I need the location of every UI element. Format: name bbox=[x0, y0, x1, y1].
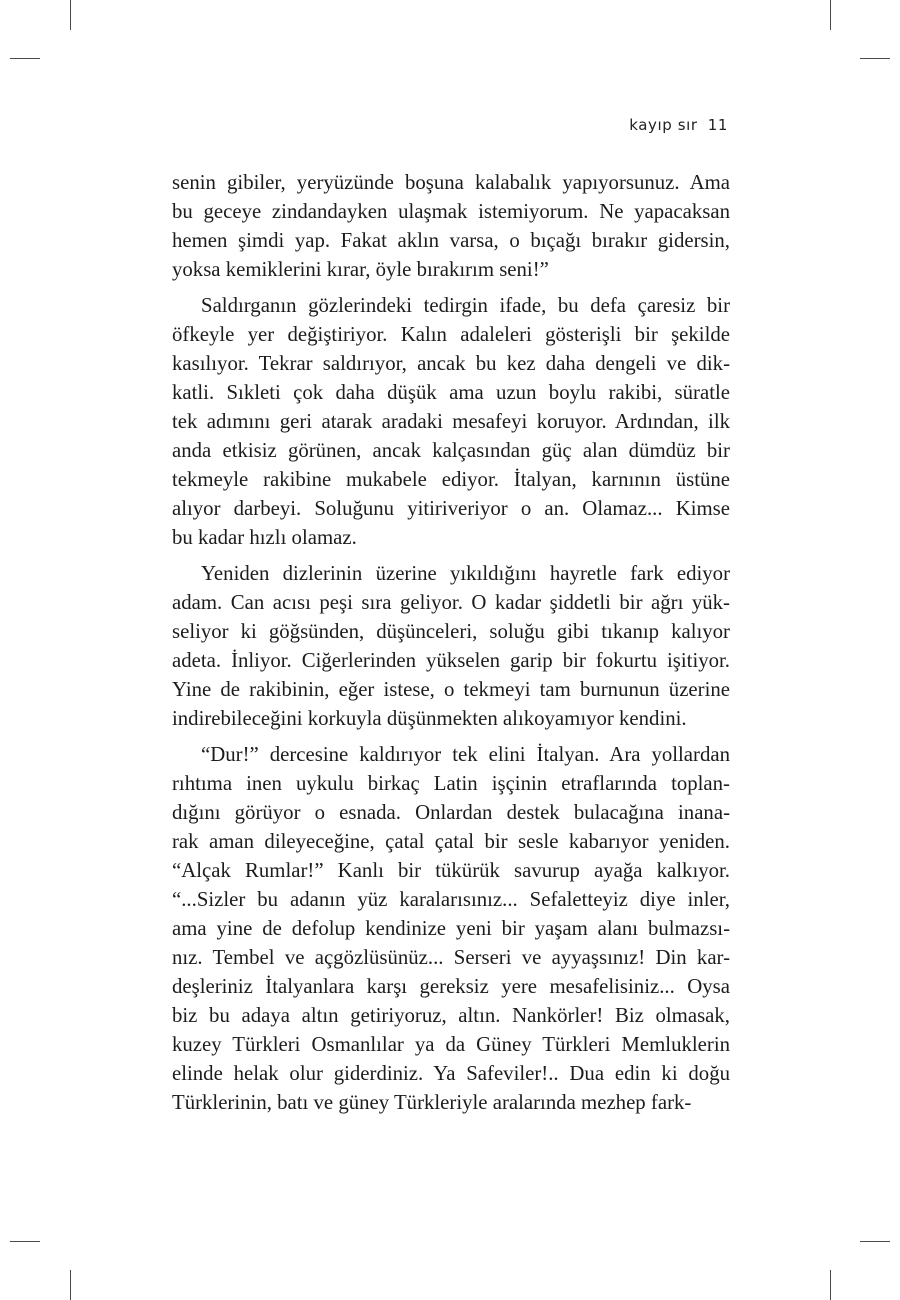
text-line: bu kadar hızlı olamaz. bbox=[172, 526, 357, 549]
text-line: alıyor darbeyi. Soluğunu yitiriveriyor o an. Olamaz... Kimse bbox=[172, 497, 730, 520]
text-line: yoksa kemiklerini kırar, öyle bırakırım seni!” bbox=[172, 258, 549, 281]
text-line: adam. Can acısı peşi sıra geliyor. O kadar şiddetli bir ağrı yük- bbox=[172, 591, 730, 614]
text-line: Yeniden dizlerinin üzerine yıkıldığını hayretle fark ediyor bbox=[201, 562, 730, 585]
crop-mark-right-top bbox=[860, 58, 890, 59]
crop-mark-top-right bbox=[830, 0, 831, 30]
text-line: elinde helak olur giderdiniz. Ya Safeviler!.. Dua edin ki doğu bbox=[172, 1062, 730, 1085]
crop-mark-left-top bbox=[10, 58, 40, 59]
crop-mark-bottom-right bbox=[830, 1270, 831, 1300]
text-line: “Dur!” dercesine kaldırıyor tek elini İtalyan. Ara yollardan bbox=[201, 743, 730, 766]
running-head bbox=[629, 116, 728, 134]
text-line: öfkeyle yer değiştiriyor. Kalın adaleleri gösterişli bir şekilde bbox=[172, 323, 730, 346]
crop-mark-top-left bbox=[70, 0, 71, 30]
crop-mark-left-bottom bbox=[10, 1241, 40, 1242]
text-line: anda etkisiz görünen, ancak kalçasından güç alan dümdüz bir bbox=[172, 439, 730, 462]
book-title: kayıp sır bbox=[629, 116, 698, 134]
text-line: katli. Sıkleti çok daha düşük ama uzun boylu rakibi, süratle bbox=[172, 381, 730, 404]
paragraph bbox=[172, 291, 730, 552]
paragraph-gap bbox=[172, 284, 730, 291]
text-line: Türklerinin, batı ve güney Türkleriyle aralarında mezhep fark- bbox=[172, 1091, 692, 1114]
text-line: seliyor ki göğsünden, düşünceleri, soluğu gibi tıkanıp kalıyor bbox=[172, 620, 730, 643]
crop-mark-bottom-left bbox=[70, 1270, 71, 1300]
text-line: tekmeyle rakibine mukabele ediyor. İtalyan, karnının üstüne bbox=[172, 468, 730, 491]
paragraph-gap bbox=[172, 733, 730, 740]
crop-mark-right-bottom bbox=[860, 1241, 890, 1242]
paragraph bbox=[172, 740, 730, 1117]
body-text bbox=[172, 168, 730, 1117]
text-line: deşleriniz İtalyanlara karşı gereksiz yere mesafelisiniz... Oysa bbox=[172, 975, 730, 998]
text-line: nız. Tembel ve açgözlüsünüz... Serseri ve ayyaşsınız! Din kar- bbox=[172, 946, 730, 969]
text-line: “Alçak Rumlar!” Kanlı bir tükürük savurup ayağa kalkıyor. bbox=[172, 859, 730, 882]
text-line: kuzey Türkleri Osmanlılar ya da Güney Türkleri Memluklerin bbox=[172, 1033, 730, 1056]
text-line: “...Sizler bu adanın yüz karalarısınız... Sefaletteyiz diye inler, bbox=[172, 888, 730, 911]
text-line: bu geceye zindandayken ulaşmak istemiyorum. Ne yapacaksan bbox=[172, 200, 730, 223]
text-line: indirebileceğini korkuyla düşünmekten alıkoyamıyor kendini. bbox=[172, 707, 687, 730]
text-line: dığını görüyor o esnada. Onlardan destek bulacağına inana- bbox=[172, 801, 730, 824]
text-line: kasılıyor. Tekrar saldırıyor, ancak bu kez daha dengeli ve dik- bbox=[172, 352, 730, 375]
text-line: ama yine de defolup kendinize yeni bir yaşam alanı bulmazsı- bbox=[172, 917, 730, 940]
page-number: 11 bbox=[707, 116, 728, 134]
text-line: rak aman dileyeceğine, çatal çatal bir sesle kabarıyor yeniden. bbox=[172, 830, 730, 853]
paragraph-gap bbox=[172, 552, 730, 559]
text-line: senin gibiler, yeryüzünde boşuna kalabalık yapıyorsunuz. Ama bbox=[172, 171, 730, 194]
text-line: rıhtıma inen uykulu birkaç Latin işçinin etraflarında toplan- bbox=[172, 772, 730, 795]
paragraph bbox=[172, 168, 730, 284]
text-line: Saldırganın gözlerindeki tedirgin ifade, bu defa çaresiz bir bbox=[201, 294, 730, 317]
text-line: biz bu adaya altın getiriyoruz, altın. Nankörler! Biz olmasak, bbox=[172, 1004, 730, 1027]
paragraph bbox=[172, 559, 730, 733]
text-line: Yine de rakibinin, eğer istese, o tekmeyi tam burnunun üzerine bbox=[172, 678, 730, 701]
text-line: hemen şimdi yap. Fakat aklın varsa, o bıçağı bırakır gidersin, bbox=[172, 229, 730, 252]
text-line: tek adımını geri atarak aradaki mesafeyi koruyor. Ardından, ilk bbox=[172, 410, 730, 433]
text-line: adeta. İnliyor. Ciğerlerinden yükselen garip bir fokurtu işitiyor. bbox=[172, 649, 730, 672]
